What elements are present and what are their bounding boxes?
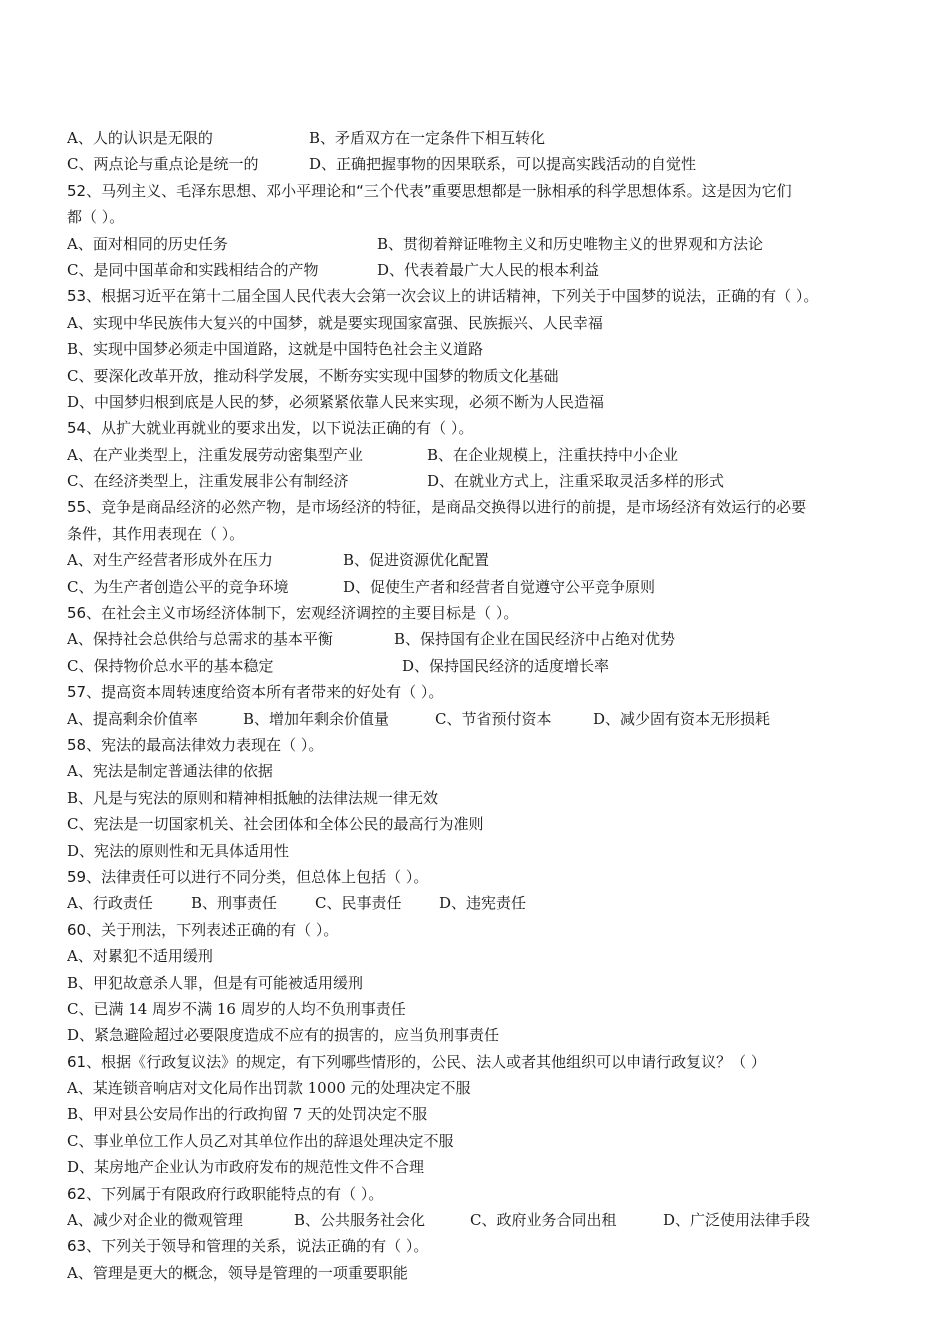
- option-text: C、宪法是一切国家机关、社会团体和全体公民的最高行为准则: [67, 815, 484, 834]
- option-line: [67, 1075, 897, 1101]
- option-text: B、在企业规模上，注重扶持中小企业: [427, 445, 679, 464]
- option-text: D、违宪责任: [439, 894, 527, 913]
- option-line: [67, 1128, 897, 1154]
- option-text: B、矛盾双方在一定条件下相互转化: [309, 129, 546, 147]
- question-text: 60、关于刑法，下列表述正确的有（ ）。: [67, 920, 339, 939]
- option-text: A、对生产经营者形成外在压力: [67, 551, 273, 570]
- option-text: B、凡是与宪法的原则和精神相抵触的法律法规一律无效: [67, 788, 439, 807]
- question-text: 条件，其作用表现在（ ）。: [67, 524, 245, 543]
- option-text: C、两点论与重点论是统一的: [67, 155, 259, 174]
- option-text: D、宪法的原则性和无具体适用性: [67, 841, 290, 860]
- option-text: C、为生产者创造公平的竞争环境: [67, 577, 289, 596]
- option-text: C、政府业务合同出租: [470, 1211, 617, 1230]
- option-line: [67, 758, 897, 784]
- option-text: A、在产业类型上，注重发展劳动密集型产业: [67, 445, 363, 464]
- option-text: A、某连锁音响店对文化局作出罚款 1000 元的处理决定不服: [67, 1079, 471, 1098]
- option-line: [67, 1022, 897, 1048]
- option-text: C、在经济类型上，注重发展非公有制经济: [67, 472, 349, 491]
- option-row: [67, 468, 897, 494]
- option-text: D、中国梦归根到底是人民的梦，必须紧紧依靠人民来实现，必须不断为人民造福: [67, 392, 605, 411]
- option-text: D、在就业方式上，注重采取灵活多样的形式: [427, 472, 725, 491]
- question-text: 都（ ）。: [67, 208, 125, 227]
- option-text: D、正确把握事物的因果联系，可以提高实践活动的自觉性: [309, 155, 697, 174]
- option-row: [67, 890, 897, 916]
- question-text: 62、下列属于有限政府行政职能特点的有（ ）。: [67, 1184, 384, 1203]
- option-row: [67, 151, 897, 177]
- question-line: [67, 415, 897, 441]
- question-text: 54、从扩大就业再就业的要求出发，以下说法正确的有（ ）。: [67, 419, 474, 438]
- option-line: [67, 970, 897, 996]
- option-line: [67, 1101, 897, 1127]
- question-text: 61、根据《行政复议法》的规定，有下列哪些情形的，公民、法人或者其他组织可以申请行政复议？（ ）: [67, 1052, 766, 1071]
- option-text: C、事业单位工作人员乙对其单位作出的辞退处理决定不服: [67, 1131, 454, 1150]
- option-line: [67, 1260, 897, 1286]
- option-text: D、代表着最广大人民的根本利益: [377, 260, 600, 279]
- option-text: C、已满 14 周岁不满 16 周岁的人均不负刑事责任: [67, 999, 406, 1018]
- question-line: [67, 204, 897, 230]
- question-line: [67, 600, 897, 626]
- question-text: 53、根据习近平在第十二届全国人民代表大会第一次会议上的讲话精神，下列关于中国梦的说法，正确的有（ ）。: [67, 287, 819, 306]
- option-text: D、减少固有资本无形损耗: [593, 709, 771, 728]
- option-text: B、增加年剩余价值量: [243, 709, 390, 728]
- question-text: 59、法律责任可以进行不同分类，但总体上包括（ ）。: [67, 867, 429, 886]
- question-line: [67, 679, 897, 705]
- option-text: A、行政责任: [67, 894, 153, 913]
- question-line: [67, 917, 897, 943]
- option-text: C、节省预付资本: [435, 709, 552, 728]
- option-line: [67, 785, 897, 811]
- option-text: D、广泛使用法律手段: [663, 1211, 811, 1230]
- option-line: [67, 811, 897, 837]
- question-text: 56、在社会主义市场经济体制下，宏观经济调控的主要目标是（ ）。: [67, 604, 519, 623]
- question-line: [67, 864, 897, 890]
- option-text: A、提高剩余价值率: [67, 709, 198, 728]
- question-text: 58、宪法的最高法律效力表现在（ ）。: [67, 735, 324, 754]
- option-text: A、保持社会总供给与总需求的基本平衡: [67, 630, 333, 649]
- option-text: A、管理是更大的概念，领导是管理的一项重要职能: [67, 1263, 408, 1282]
- option-text: C、保持物价总水平的基本稳定: [67, 656, 274, 675]
- option-text: B、保持国有企业在国民经济中占绝对优势: [394, 630, 676, 649]
- option-text: A、宪法是制定普通法律的依据: [67, 762, 273, 781]
- question-line: [67, 283, 897, 309]
- option-text: B、甲对县公安局作出的行政拘留 7 天的处罚决定不服: [67, 1105, 428, 1124]
- option-line: [67, 838, 897, 864]
- option-text: B、贯彻着辩证唯物主义和历史唯物主义的世界观和方法论: [377, 234, 764, 253]
- option-text: D、某房地产企业认为市政府发布的规范性文件不合理: [67, 1158, 425, 1177]
- option-line: [67, 389, 897, 415]
- option-row: [67, 574, 897, 600]
- option-row: [67, 547, 897, 573]
- option-text: C、要深化改革开放，推动科学发展，不断夯实实现中国梦的物质文化基础: [67, 366, 559, 385]
- option-text: D、保持国民经济的适度增长率: [402, 656, 610, 675]
- question-line: [67, 1233, 897, 1259]
- question-text: 63、下列关于领导和管理的关系，说法正确的有（ ）。: [67, 1237, 429, 1256]
- option-text: A、对累犯不适用缓刑: [67, 947, 213, 966]
- option-text: C、是同中国革命和实践相结合的产物: [67, 260, 319, 279]
- question-text: 57、提高资本周转速度给资本所有者带来的好处有（ ）。: [67, 683, 444, 702]
- option-text: C、民事责任: [315, 894, 402, 913]
- option-text: A、减少对企业的微观管理: [67, 1211, 243, 1230]
- option-row: [67, 653, 897, 679]
- option-text: B、实现中国梦必须走中国道路，这就是中国特色社会主义道路: [67, 340, 484, 359]
- option-text: B、刑事责任: [191, 894, 278, 913]
- option-line: [67, 1154, 897, 1180]
- option-text: A、人的认识是无限的: [67, 129, 213, 147]
- option-text: B、促进资源优化配置: [343, 551, 490, 570]
- question-line: [67, 1181, 897, 1207]
- option-text: D、促使生产者和经营者自觉遵守公平竞争原则: [343, 577, 656, 596]
- option-line: [67, 310, 897, 336]
- option-line: [67, 996, 897, 1022]
- option-line: [67, 363, 897, 389]
- option-row: [67, 231, 897, 257]
- option-row: [67, 626, 897, 652]
- option-text: A、实现中华民族伟大复兴的中国梦，就是要实现国家富强、民族振兴、人民幸福: [67, 313, 603, 332]
- option-row: [67, 125, 897, 151]
- option-row: [67, 1207, 897, 1233]
- option-text: A、面对相同的历史任务: [67, 234, 228, 253]
- option-line: [67, 336, 897, 362]
- question-text: 55、竞争是商品经济的必然产物，是市场经济的特征，是商品交换得以进行的前提，是市场经济有效运行的必要: [67, 498, 807, 517]
- option-row: [67, 442, 897, 468]
- question-line: [67, 521, 897, 547]
- question-line: [67, 732, 897, 758]
- option-line: [67, 943, 897, 969]
- option-row: [67, 706, 897, 732]
- option-row: [67, 257, 897, 283]
- question-line: [67, 178, 897, 204]
- option-text: B、公共服务社会化: [294, 1211, 426, 1230]
- option-text: D、紧急避险超过必要限度造成不应有的损害的，应当负刑事责任: [67, 1026, 500, 1045]
- question-list: [67, 125, 897, 1286]
- question-line: [67, 494, 897, 520]
- option-text: B、甲犯故意杀人罪，但是有可能被适用缓刑: [67, 973, 364, 992]
- question-line: [67, 1049, 897, 1075]
- question-text: 52、马列主义、毛泽东思想、邓小平理论和“三个代表”重要思想都是一脉相承的科学思想体系。这是因为它们: [67, 181, 792, 200]
